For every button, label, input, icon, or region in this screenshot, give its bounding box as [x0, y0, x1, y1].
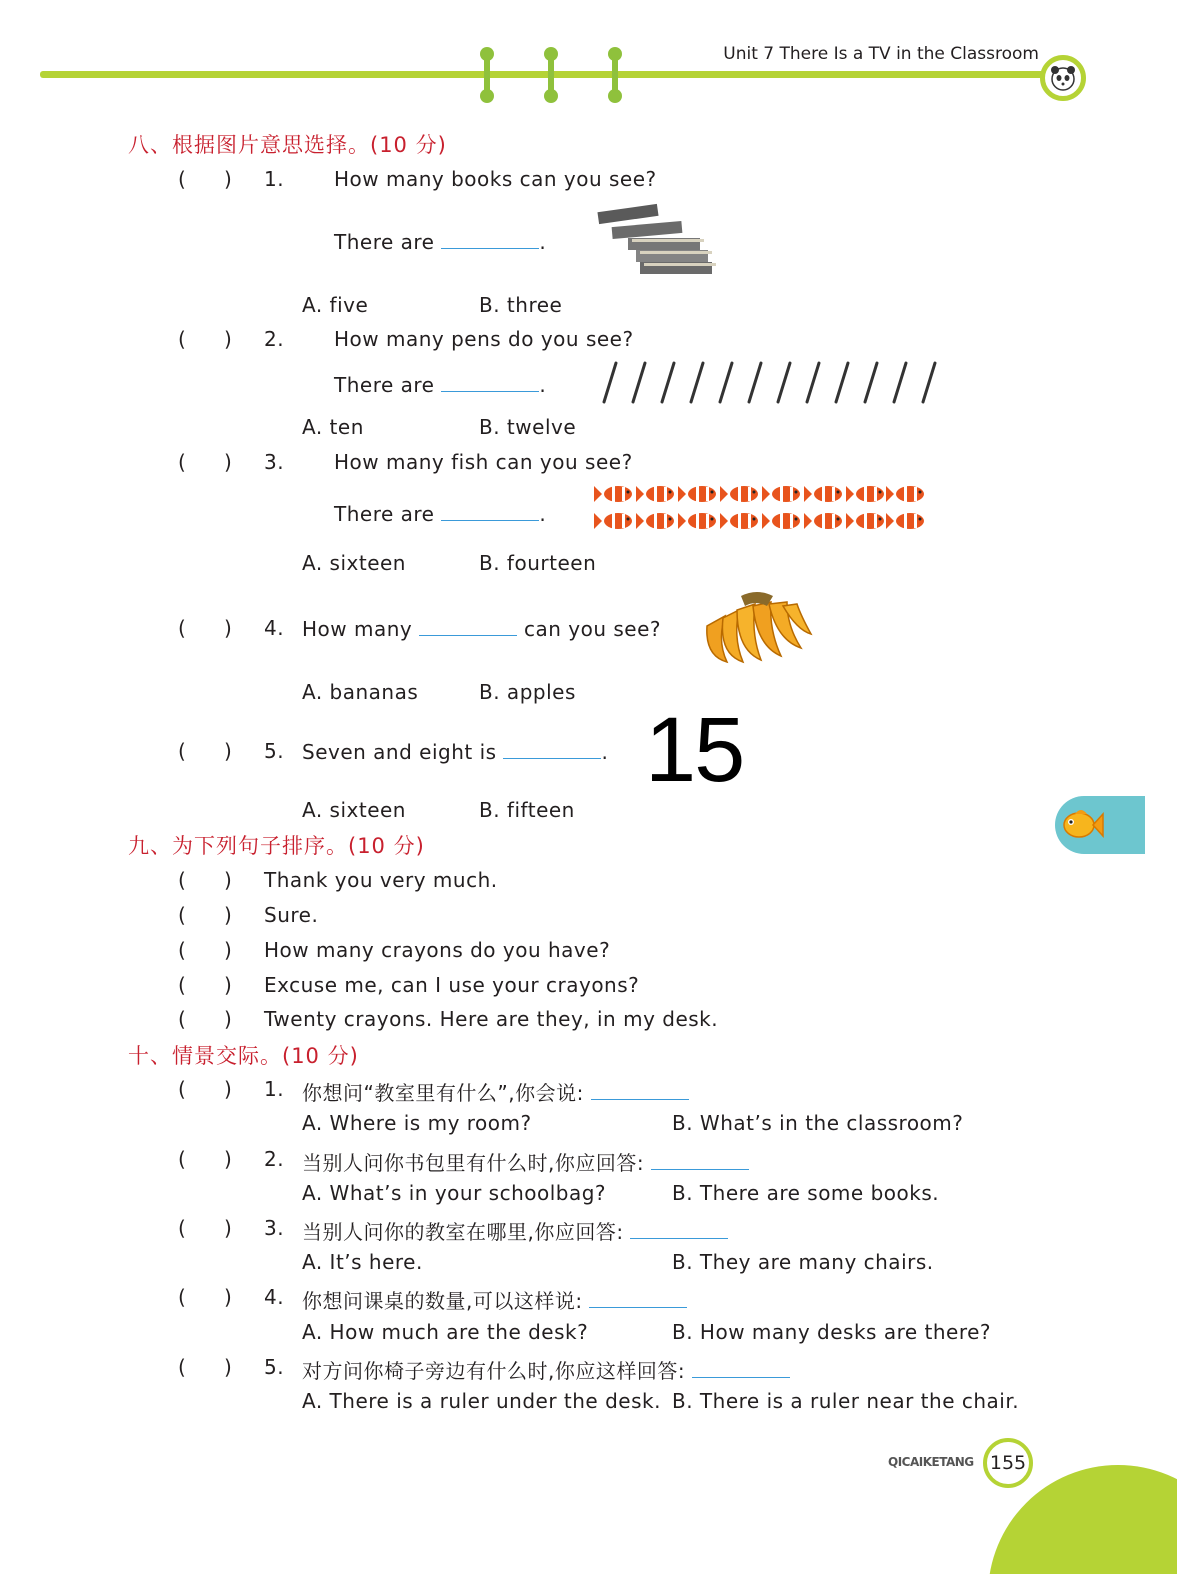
option-a: A. There is a ruler under the desk. — [302, 1389, 661, 1413]
answer-paren[interactable]: ( ) — [178, 1216, 232, 1240]
option-b: B. There is a ruler near the chair. — [672, 1389, 1020, 1413]
fill-blank[interactable] — [419, 616, 517, 636]
sentence-item: Thank you very much. — [264, 868, 498, 892]
option-b: B. fourteen — [479, 551, 597, 575]
option-a: A. sixteen — [302, 798, 406, 822]
question-text: How many pens do you see? — [334, 327, 634, 351]
answer-paren[interactable]: ( ) — [178, 1007, 232, 1031]
answer-prefix: There are — [334, 230, 435, 254]
sentence-item: How many crayons do you have? — [264, 938, 611, 962]
fill-blank[interactable] — [503, 739, 601, 759]
question-number: 3. — [264, 450, 285, 474]
header-title: Unit 7 There Is a TV in the Classroom — [723, 44, 1039, 64]
header-bar — [40, 71, 1050, 78]
option-b: B. apples — [479, 680, 576, 704]
section10-title: 十、情景交际。(10 分) — [128, 1044, 359, 1068]
answer-paren[interactable]: ( ) — [178, 903, 232, 927]
big-number: 15 — [645, 699, 744, 801]
option-a: A. bananas — [302, 680, 419, 704]
question-text: Seven and eight is — [302, 740, 497, 764]
question-text: How many books can you see? — [334, 167, 657, 191]
answer-paren[interactable]: ( ) — [178, 938, 232, 962]
option-a: A. It’s here. — [302, 1250, 423, 1274]
binder-pin — [484, 52, 490, 98]
option-a: A. How much are the desk? — [302, 1320, 589, 1344]
question-text: How many — [302, 617, 413, 641]
fill-blank[interactable] — [630, 1219, 728, 1239]
question-prompt: 你想问课桌的数量,可以这样说: — [302, 1289, 583, 1313]
answer-paren[interactable]: ( ) — [178, 1077, 232, 1101]
binder-pin — [612, 52, 618, 98]
brand-label: QICAIKETANG — [888, 1455, 974, 1469]
answer-paren[interactable]: ( ) — [178, 450, 232, 474]
option-a: A. sixteen — [302, 551, 406, 575]
answer-paren[interactable]: ( ) — [178, 616, 232, 640]
section8-title: 八、根据图片意思选择。(10 分) — [128, 133, 447, 157]
answer-paren[interactable]: ( ) — [178, 1355, 232, 1379]
question-prompt: 对方问你椅子旁边有什么时,你应这样回答: — [302, 1359, 686, 1383]
option-a: A. Where is my room? — [302, 1111, 532, 1135]
pens-row-icon — [598, 360, 948, 409]
option-a: A. What’s in your schoolbag? — [302, 1181, 607, 1205]
fill-blank[interactable] — [589, 1288, 687, 1308]
sentence-item: Sure. — [264, 903, 319, 927]
fill-blank[interactable] — [692, 1358, 790, 1378]
option-a: A. ten — [302, 415, 364, 439]
fill-blank[interactable] — [441, 372, 539, 392]
option-b: B. They are many chairs. — [672, 1250, 934, 1274]
option-a: A. five — [302, 293, 369, 317]
option-b: B. What’s in the classroom? — [672, 1111, 964, 1135]
sentence-item: Twenty crayons. Here are they, in my desk. — [264, 1007, 719, 1031]
bananas-icon — [697, 586, 815, 672]
answer-paren[interactable]: ( ) — [178, 327, 232, 351]
answer-paren[interactable]: ( ) — [178, 167, 232, 191]
option-b: B. How many desks are there? — [672, 1320, 992, 1344]
question-number: 4. — [264, 1285, 285, 1309]
question-number: 2. — [264, 1147, 285, 1171]
question-number: 5. — [264, 739, 285, 763]
question-prompt: 当别人问你的教室在哪里,你应回答: — [302, 1220, 624, 1244]
fill-blank[interactable] — [441, 501, 539, 521]
option-b: B. three — [479, 293, 563, 317]
answer-prefix: There are — [334, 373, 435, 397]
option-b: B. twelve — [479, 415, 577, 439]
fish-grid-icon — [592, 482, 927, 538]
question-number: 1. — [264, 1077, 285, 1101]
answer-paren[interactable]: ( ) — [178, 1147, 232, 1171]
answer-paren[interactable]: ( ) — [178, 1285, 232, 1309]
page-number: 155 — [983, 1438, 1033, 1488]
question-prompt: 当别人问你书包里有什么时,你应回答: — [302, 1151, 645, 1175]
question-text: How many fish can you see? — [334, 450, 633, 474]
option-b: B. fifteen — [479, 798, 575, 822]
answer-paren[interactable]: ( ) — [178, 868, 232, 892]
answer-paren[interactable]: ( ) — [178, 973, 232, 997]
question-number: 2. — [264, 327, 285, 351]
binder-pin — [548, 52, 554, 98]
side-tab — [1055, 796, 1145, 854]
question-number: 3. — [264, 1216, 285, 1240]
fill-blank[interactable] — [591, 1080, 689, 1100]
fill-blank[interactable] — [441, 229, 539, 249]
question-prompt: 你想问“教室里有什么”,你会说: — [302, 1081, 584, 1105]
sentence-item: Excuse me, can I use your crayons? — [264, 973, 640, 997]
goldfish-icon — [1055, 800, 1105, 850]
section9-title: 九、为下列句子排序。(10 分) — [128, 834, 425, 858]
books-stack-icon — [592, 198, 718, 284]
question-number: 4. — [264, 616, 285, 640]
question-number: 5. — [264, 1355, 285, 1379]
panda-logo-icon — [1040, 55, 1086, 101]
answer-prefix: There are — [334, 502, 435, 526]
question-text: can you see? — [523, 617, 662, 641]
fill-blank[interactable] — [651, 1150, 749, 1170]
answer-paren[interactable]: ( ) — [178, 739, 232, 763]
option-b: B. There are some books. — [672, 1181, 940, 1205]
question-number: 1. — [264, 167, 285, 191]
